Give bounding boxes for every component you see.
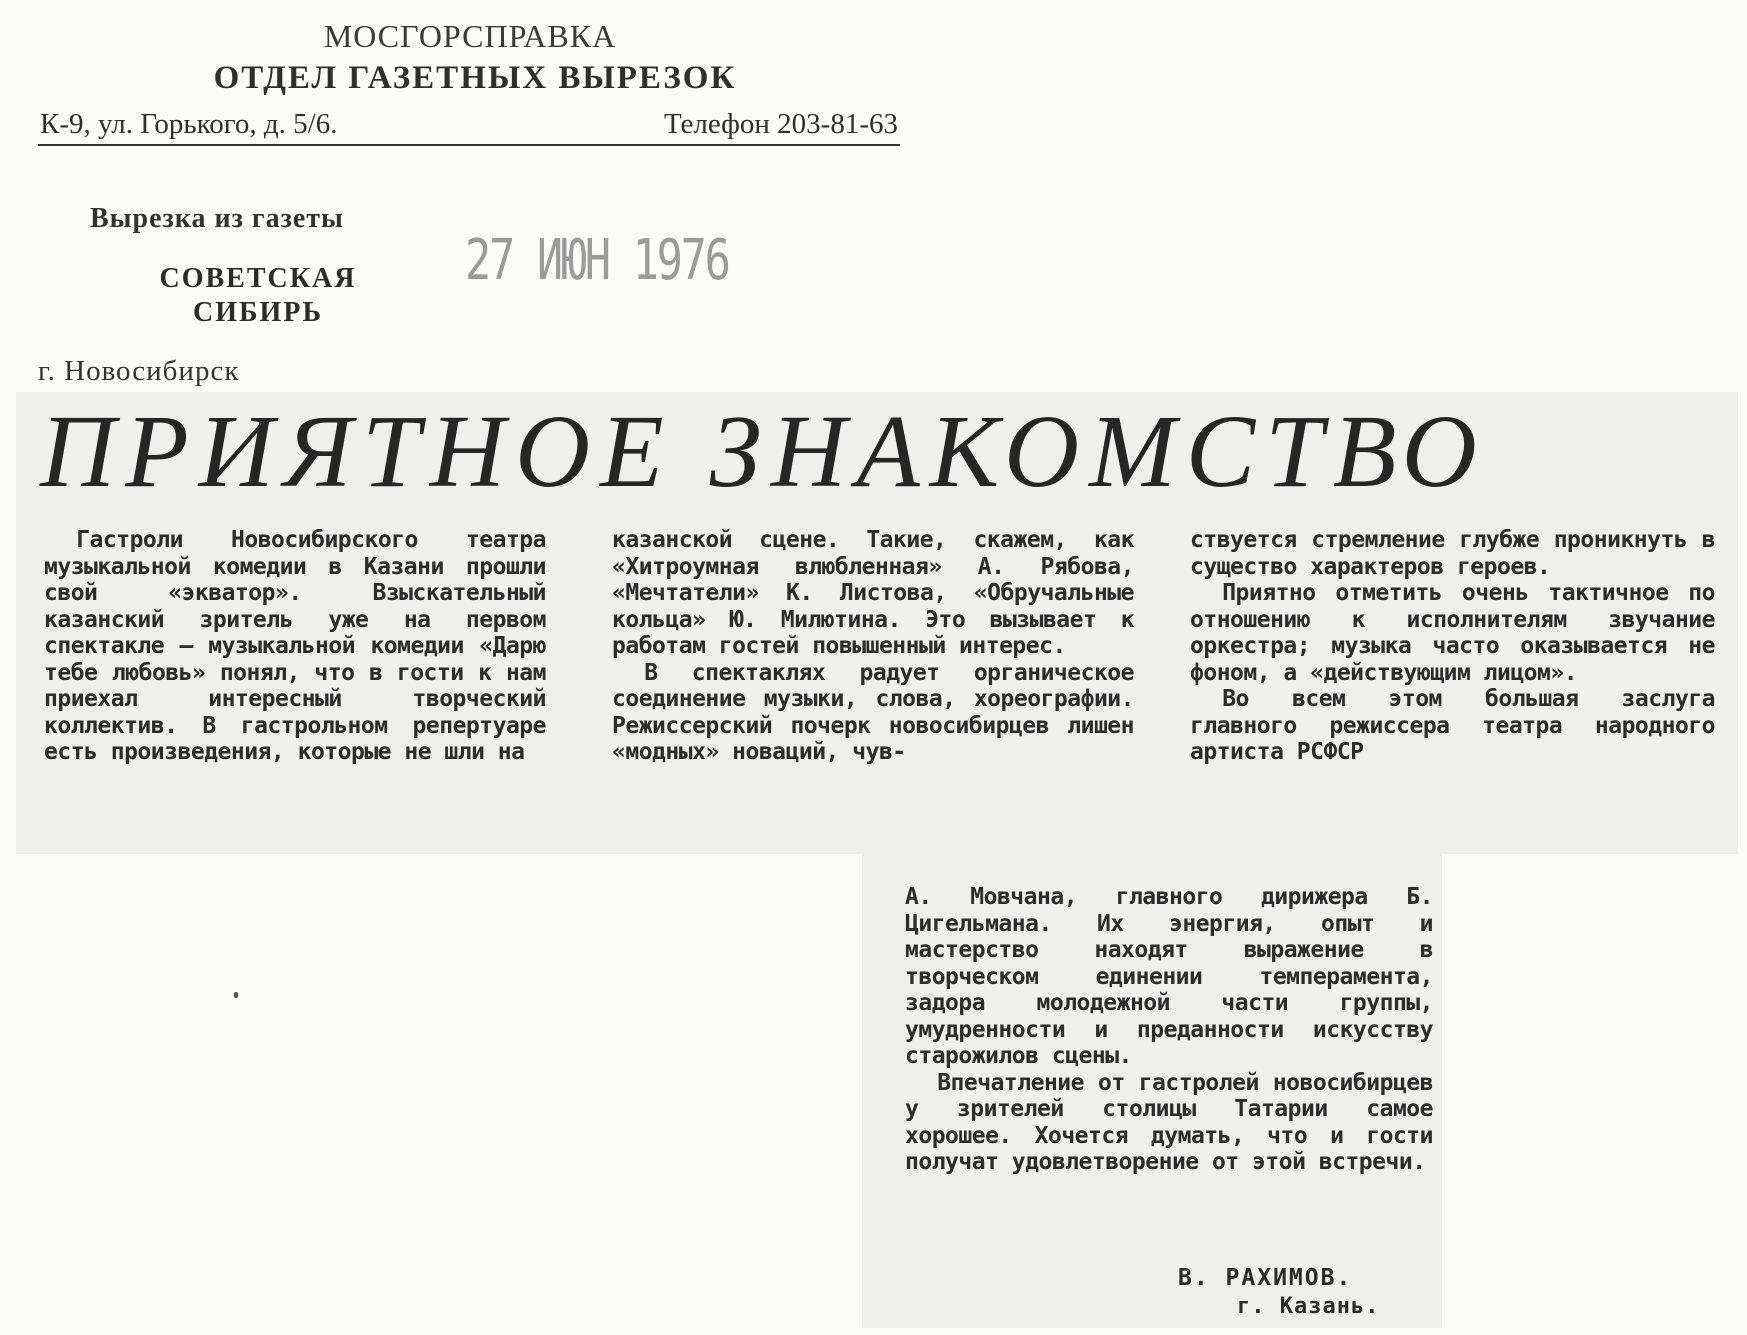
paragraph: Гастроли Новосибирского театра музыкальной комедии в Казани прошли свой «экватор». Взыскательный казанский зритель уже на первом спектакле — музыкальной комедии «Дарю тебе любовь» понял, что в гости к нам приехал интересный творческий коллектив. В гастрольном репертуаре есть произведения, которые не шли на [44, 527, 546, 765]
paragraph: А. Мовчана, главного дирижера Б. Цигельмана. Их энергия, опыт и мастерство находят выражение в творческом единении темперамента, задора молодежной части группы, умудренности и преданности искусству старожилов сцены. [905, 884, 1433, 1069]
paragraph: Впечатление от гастролей новосибирцев у зрителей столицы Татарии самое хорошее. Хочется думать, что и гости получат удовлетворение от этой встречи. [905, 1069, 1433, 1175]
article-column-4 [905, 884, 1433, 1176]
newspaper-name: СОВЕТСКАЯ СИБИРЬ [159, 263, 357, 328]
author-name: В. РАХИМОВ. [1178, 1265, 1353, 1291]
article-column-1 [44, 527, 546, 766]
article-column-2 [612, 527, 1134, 766]
paragraph: Во всем этом большая заслуга главного режиссера театра народного артиста РСФСР [1190, 686, 1715, 765]
contact-line [38, 108, 900, 146]
paper-speck [234, 992, 238, 998]
department-name: ОТДЕЛ ГАЗЕТНЫХ ВЫРЕЗОК [213, 60, 737, 96]
paragraph: казанской сцене. Такие, скажем, как «Хитроумная влюбленная» А. Рябова, «Мечтатели» К. Листова, «Обручальные кольца» Ю. Милютина. Это вызывает к работам гостей повышенный интерес. [612, 527, 1134, 659]
paragraph: Приятно отметить очень тактичное по отношению к исполнителям звучание оркестра; музыка часто оказывается не фоном, а «действующим лицом». [1190, 580, 1715, 686]
paragraph: В спектаклях радует органическое соединение музыки, слова, хореографии. Режиссерский почерк новосибирцев лишен «модных» новаций, чув- [612, 659, 1134, 765]
agency-name: МОСГОРСПРАВКА [323, 18, 617, 54]
author-city: г. Казань. [1237, 1294, 1380, 1319]
article-headline: ПРИЯТНОЕ ЗНАКОМСТВО [40, 394, 1487, 509]
paragraph: ствуется стремление глубже проникнуть в существо характеров героев. [1190, 527, 1715, 580]
newspaper-city: г. Новосибирск [38, 355, 240, 387]
article-column-3 [1190, 527, 1715, 766]
date-stamp: 27 ИЮН 1976 [465, 228, 729, 293]
clipping-label: Вырезка из газеты [90, 203, 344, 234]
phone-text: Телефон 203-81-63 [663, 108, 898, 140]
address-text: К-9, ул. Горького, д. 5/6. [40, 108, 338, 140]
